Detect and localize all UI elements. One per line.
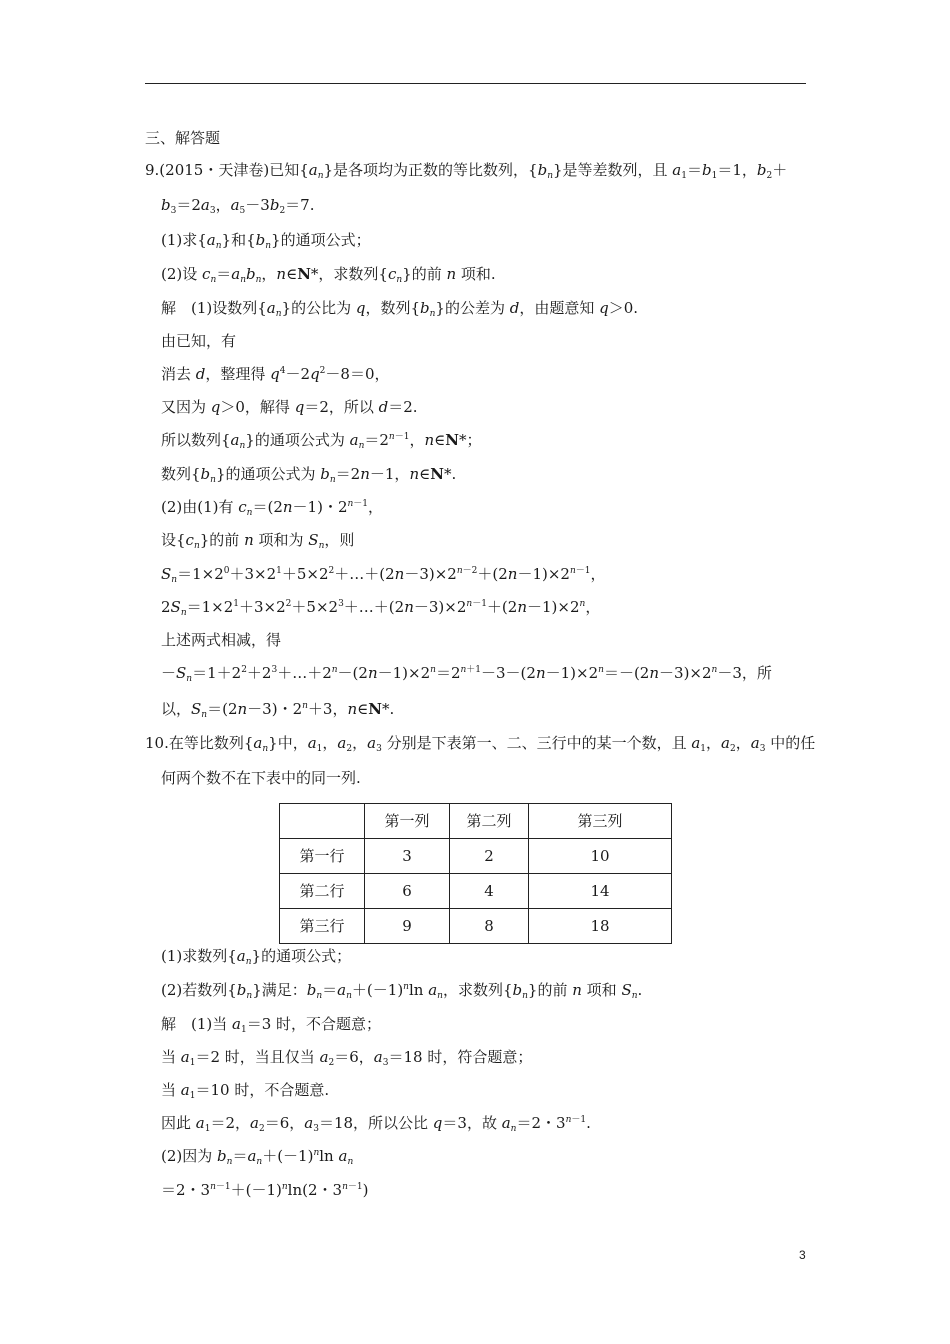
q9-solution-line: 由已知，有 (161, 332, 237, 350)
q9-solution-line: 解 (1)设数列$\{a_n\}$的公比为 q，数列$\{b_n\}$的公差为 d，由题意知 q＞0. (161, 299, 639, 319)
q9-solution-line: 数列$\{b_n\}$的通项公式为 $b_n=2n-1$，n∈N*. (161, 465, 457, 485)
q9-solution-line: 又因为 q＞0，解得 q＝2，所以 d＝2. (161, 398, 418, 416)
table-header-cell: 第三列 (529, 804, 672, 839)
table-cell: 6 (365, 874, 450, 909)
q9-solution-line: (2)由(1)有 $c_n=(2n-1)$・$2^{n-1}$， (161, 498, 384, 518)
table-row (280, 874, 672, 909)
q10-part-1: (1)求数列$\{a_n\}$的通项公式； (161, 947, 352, 967)
table-row (280, 909, 672, 944)
table-header-cell: 第一列 (365, 804, 450, 839)
table-header-row (280, 804, 672, 839)
table-cell: 第一行 (280, 839, 365, 874)
header-rule (145, 83, 806, 84)
q10-solution-line: 当 $a_1=10$ 时，不合题意. (161, 1081, 330, 1101)
section-heading: 三、解答题 (145, 129, 221, 147)
q9-solution-line: 设$\{c_n\}$的前 n 项和为 $S_n$，则 (161, 531, 355, 551)
q10-stem-line-2: 何两个数不在下表中的同一列. (161, 769, 361, 787)
table-cell: 14 (529, 874, 672, 909)
q10-solution-line: 解 (1)当 $a_1=3$ 时，不合题意； (161, 1015, 382, 1035)
q9-stem-line-1: 9.(2015・天津卷)已知$\{a_n\}$是各项均为正数的等比数列，$\{b_n\}$是等差数列，且 $a_1=b_1=1$，$b_2+$ (145, 161, 788, 181)
table-header-cell (280, 804, 365, 839)
q9-solution-line: 上述两式相减，得 (161, 631, 282, 649)
q10-solution-line: ＝2・$3^{n-1}+(-1)^n\ln(2$・$3^{n-1}$) (161, 1181, 369, 1199)
table-cell: 9 (365, 909, 450, 944)
q9-solution-line: $S_n=1\times 2^0+3\times 2^1+5\times 2^2+\dots+(2n-3)\times 2^{n-2}+(2n-1)\times 2^{n-1}$， (161, 565, 606, 585)
table-cell: 18 (529, 909, 672, 944)
table-row (280, 839, 672, 874)
q10-solution-line: 当 $a_1=2$ 时，当且仅当 $a_2=6$，$a_3=18$ 时，符合题意； (161, 1048, 533, 1068)
q9-solution-line: 所以数列$\{a_n\}$的通项公式为 $a_n=2^{n-1}$，n∈N*； (161, 431, 482, 451)
table-cell: 第二行 (280, 874, 365, 909)
table-cell: 10 (529, 839, 672, 874)
q9-part-2: (2)设 $c_n=a_nb_n$，n∈N*，求数列$\{c_n\}$的前 n 项和. (161, 265, 496, 285)
table-cell: 2 (450, 839, 529, 874)
table-cell: 8 (450, 909, 529, 944)
q9-solution-line: 消去 d，整理得 $q^4-2q^2-8=0$， (161, 365, 390, 383)
q9-solution-line: $2S_n=1\times 2^1+3\times 2^2+5\times 2^3+\dots+(2n-3)\times 2^{n-1}+(2n-1)\times 2^n$， (161, 598, 601, 618)
q9-stem-line-2: $b_3=2a_3$，$a_5-3b_2=7$. (161, 196, 315, 216)
data-table (279, 803, 672, 944)
q10-part-2: (2)若数列$\{b_n\}$满足：$b_n=a_n+(-1)^n\ln$ $a_n$，求数列$\{b_n\}$的前 n 项和 $S_n$. (161, 981, 643, 1001)
table-cell: 3 (365, 839, 450, 874)
table-header-cell: 第二列 (450, 804, 529, 839)
q10-solution-line: (2)因为 $b_n=a_n+(-1)^n\ln$ $a_n$ (161, 1147, 354, 1167)
table-cell: 4 (450, 874, 529, 909)
q10-solution-line: 因此 $a_1=2$，$a_2=6$，$a_3=18$，所以公比 q＝3，故 $a_n=2$・$3^{n-1}$. (161, 1114, 591, 1134)
q9-solution-line: 以，$S_n=(2n-3)$・$2^n+3$，n∈N*. (161, 700, 395, 720)
q9-solution-line: $-S_n=1+2^2+2^3+\dots+2^n-(2n-1)\times 2^n=2^{n+1}-3-(2n-1)\times 2^n=-(2n-3)\times 2^n-3$，所 (161, 664, 772, 684)
table-cell: 第三行 (280, 909, 365, 944)
q10-stem-line-1: 10.在等比数列$\{a_n\}$中，$a_1$，$a_2$，$a_3$ 分别是下表第一、二、三行中的某一个数，且 $a_1$，$a_2$，$a_3$ 中的任 (145, 734, 816, 754)
q9-part-1: (1)求$\{a_n\}$和$\{b_n\}$的通项公式； (161, 231, 371, 251)
page-number: 3 (799, 1248, 806, 1262)
